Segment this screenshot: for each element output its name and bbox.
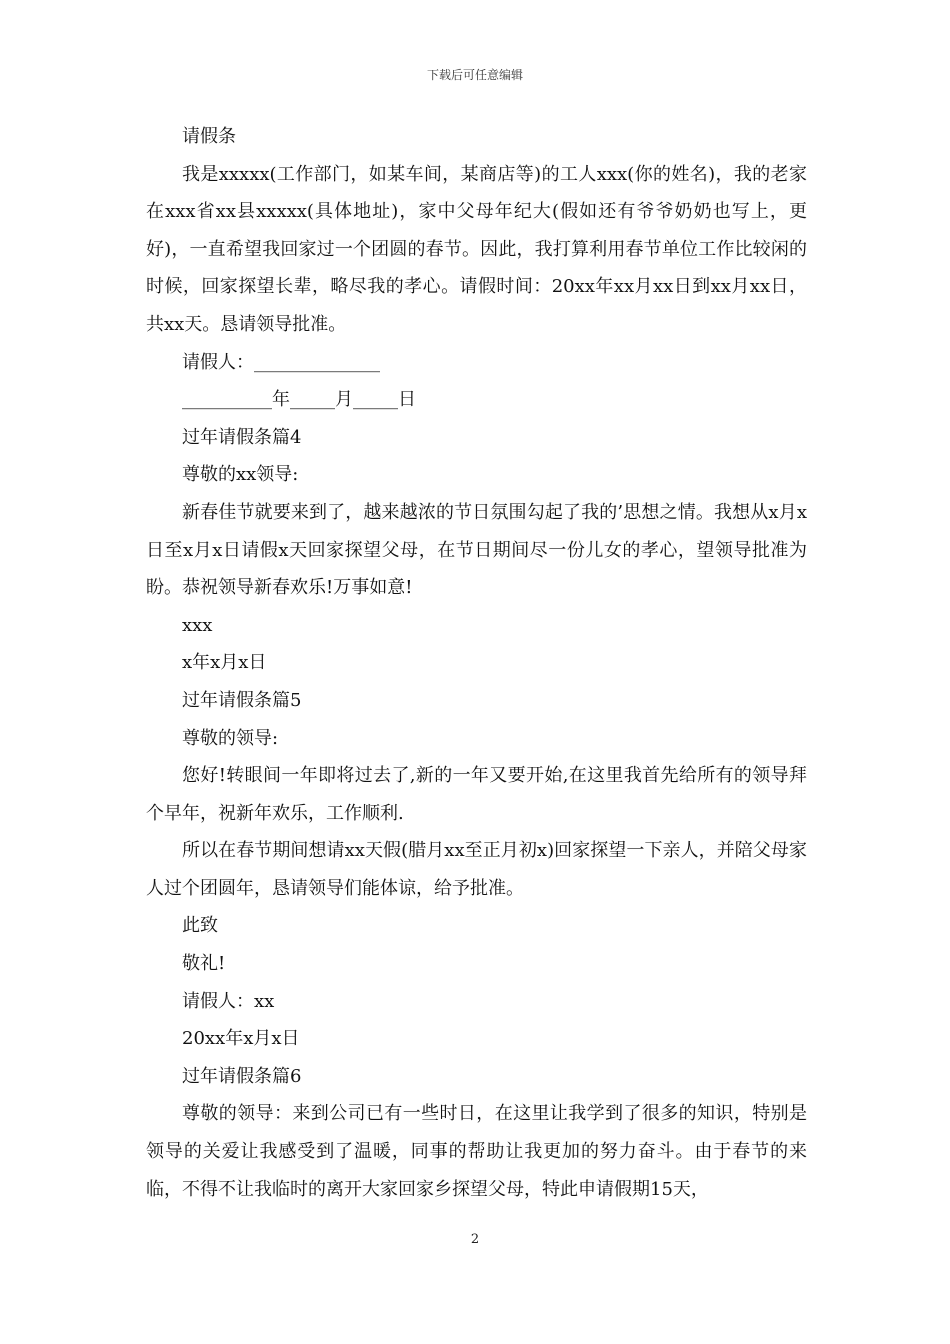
letter-paragraph: 新春佳节就要来到了，越来越浓的节日氛围勾起了我的’思想之情。我想从x月x日至x月x日请假x天回家探望父母，在节日期间尽一份儿女的孝心，望领导批准为盼。恭祝领导新春欢乐!万事如意! <box>146 501 807 599</box>
letter-paragraph: 尊敬的领导：来到公司已有一些时日，在这里让我学到了很多的知识，特别是领导的关爱让我感受到了温暖，同事的帮助让我更加的努力奋斗。由于春节的来临，不得不让我临时的离开大家回家乡探望父母，特此申请假期15天， <box>146 1103 807 1200</box>
signature-line: 请假人：xx <box>182 990 275 1012</box>
salutation: 尊敬的xx领导: <box>182 464 299 486</box>
closing: 此致 <box>182 915 218 937</box>
letter-paragraph: 所以在春节期间想请xx天假(腊月xx至正月初x)回家探望一下亲人，并陪父母家人过个团圆年，恳请领导们能体谅，给予批准。 <box>146 840 807 899</box>
section-heading: 过年请假条篇5 <box>182 689 302 711</box>
salutation: 尊敬的领导: <box>182 727 279 749</box>
section-heading: 过年请假条篇6 <box>182 1065 302 1087</box>
date-line: __________年_____月_____日 <box>182 389 416 411</box>
letter-title: 请假条 <box>182 126 236 147</box>
page-number: 2 <box>470 1232 480 1247</box>
date-line: 20xx年x月x日 <box>182 1028 300 1050</box>
document-body <box>146 118 807 1208</box>
letter-paragraph: 我是xxxxx(工作部门，如某车间，某商店等)的工人xxx(你的姓名)，我的老家在xxx省xx县xxxxx(具体地址)，家中父母年纪大(假如还有爷爷奶奶也写上，更好)，一直希望我回家过一个团圆的春节。因此，我打算利用春节单位工作比较闲的时候，回家探望长辈，略尽我的孝心。请假时间：20xx年xx月xx日到xx月xx日，共xx天。恳请领导批准。 <box>146 163 807 335</box>
section-heading: 过年请假条篇4 <box>182 426 302 448</box>
date-line: x年x月x日 <box>182 652 267 674</box>
signature-line: 请假人：______________ <box>182 351 380 373</box>
signature-name: xxx <box>182 614 213 636</box>
closing-regards: 敬礼! <box>182 953 226 975</box>
letter-paragraph: 您好!转眼间一年即将过去了,新的一年又要开始,在这里我首先给所有的领导拜个早年，祝新年欢乐，工作顺利. <box>146 765 807 824</box>
page-header-note: 下载后可任意编辑 <box>426 68 523 82</box>
